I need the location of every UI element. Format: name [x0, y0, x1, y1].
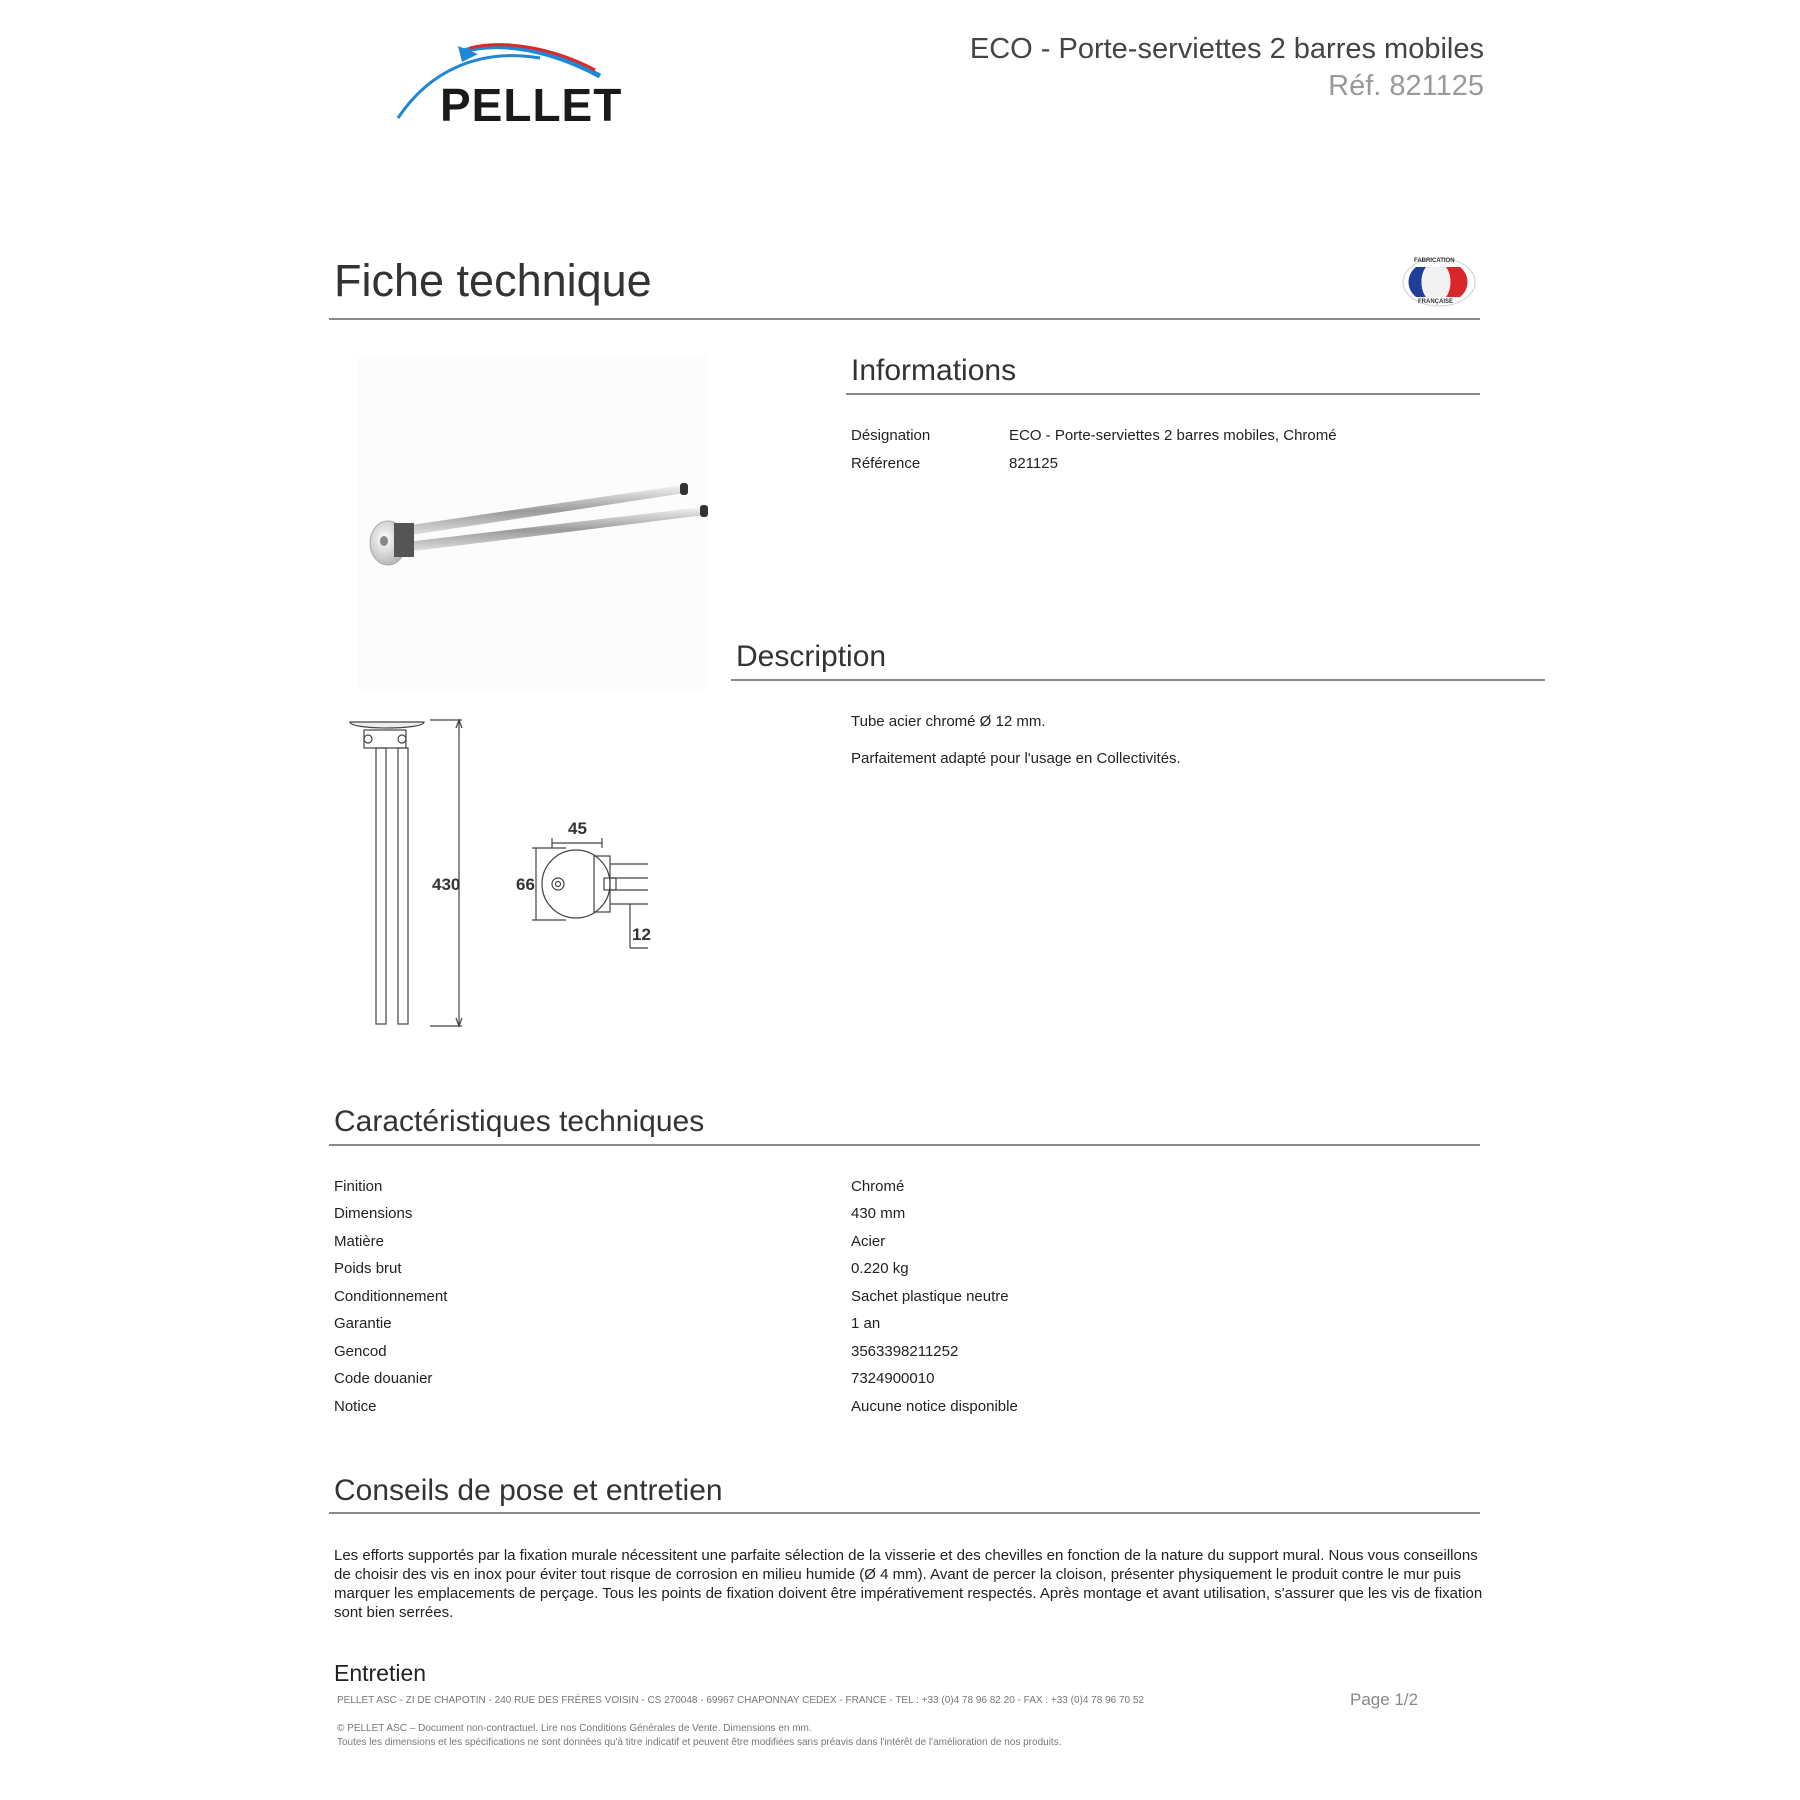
pellet-logo	[390, 40, 640, 130]
description-divider	[731, 679, 1545, 681]
informations-heading: Informations	[851, 354, 1017, 387]
info-value-designation: ECO - Porte-serviettes 2 barres mobiles, Chromé	[1009, 427, 1337, 444]
dimension-66-label: 66	[516, 875, 535, 894]
spec-label: Conditionnement	[334, 1288, 448, 1305]
product-photo	[358, 355, 708, 690]
spec-value: 7324900010	[851, 1370, 935, 1387]
conseils-heading: Conseils de pose et entretien	[334, 1474, 723, 1507]
dimension-430-label: 430	[432, 875, 461, 894]
info-value-reference: 821125	[1009, 455, 1058, 472]
product-reference: Réf. 821125	[1328, 70, 1484, 102]
technical-drawing	[346, 718, 656, 1038]
spec-value: Aucune notice disponible	[851, 1398, 1018, 1415]
spec-value: Sachet plastique neutre	[851, 1288, 1009, 1305]
fabrication-francaise-badge	[1402, 257, 1476, 307]
spec-label: Dimensions	[334, 1205, 413, 1222]
spec-value: Chromé	[851, 1178, 905, 1195]
dimension-drawing-icon	[346, 718, 656, 1038]
dimension-12-label: 12	[632, 925, 651, 944]
conseils-paragraph: Les efforts supportés par la fixation murale nécessitent une parfaite sélection de la visserie et des chevilles en fonction de la nature du support mural. Nous vous conseillons de choisir des vis en inox pour éviter tout risque de corrosion en milieu humide (Ø 4 mm). Avant de percer la cloison, présenter physiquement le produit contre le mur puis marquer les emplacements de perçage. Tous les points de fixation doivent être impérativement respectés. Après montage et avant utilisation, s'assurer que les vis de fixation sont bien serrées.	[334, 1547, 1483, 1621]
badge-text-bottom: FRANÇAISE	[1418, 299, 1454, 305]
towel-rail-photo-icon	[358, 355, 708, 690]
caracteristiques-heading: Caractéristiques techniques	[334, 1105, 705, 1138]
spec-label: Code douanier	[334, 1370, 433, 1387]
product-title: ECO - Porte-serviettes 2 barres mobiles	[969, 33, 1484, 65]
footer-disclaimer: Toutes les dimensions et les spécifications ne sont données qu'à titre indicatif et peuvent être modifiées sans préavis dans l'intérêt de l'amélioration de nos produits.	[337, 1737, 1062, 1748]
spec-value: Acier	[851, 1233, 886, 1250]
dimension-45-label: 45	[568, 819, 587, 838]
description-paragraph: Tube acier chromé Ø 12 mm.	[851, 713, 1046, 730]
page-number: Page 1/2	[1350, 1690, 1419, 1709]
spec-label: Matière	[334, 1233, 385, 1250]
spec-label: Poids brut	[334, 1260, 402, 1277]
conseils-divider	[329, 1512, 1480, 1514]
spec-value: 3563398211252	[851, 1343, 959, 1360]
footer-copyright: © PELLET ASC – Document non-contractuel. Lire nos Conditions Générales de Vente. Dimensions en mm.	[337, 1723, 812, 1734]
spec-label: Garantie	[334, 1315, 392, 1332]
description-paragraph: Parfaitement adapté pour l'usage en Collectivités.	[851, 750, 1181, 767]
spec-label: Finition	[334, 1178, 383, 1195]
brand-name: PELLET	[440, 79, 623, 131]
spec-value: 1 an	[851, 1315, 881, 1332]
info-label-reference: Référence	[851, 455, 921, 472]
spec-value: 430 mm	[851, 1205, 906, 1222]
description-heading: Description	[736, 640, 887, 673]
page-title: Fiche technique	[334, 255, 652, 306]
entretien-heading: Entretien	[334, 1660, 427, 1686]
caracteristiques-divider	[329, 1144, 1480, 1146]
title-divider	[329, 318, 1480, 320]
spec-label: Gencod	[334, 1343, 387, 1360]
footer-address: PELLET ASC - ZI DE CHAPOTIN - 240 RUE DES FRÈRES VOISIN - CS 270048 - 69967 CHAPONNAY CEDEX - FRANCE - TEL : +33 (0)4 78 96 82 20 - FAX : +33 (0)4 78 96 70 52	[337, 1695, 1144, 1706]
informations-divider	[846, 393, 1480, 395]
spec-label: Notice	[334, 1398, 377, 1415]
info-label-designation: Désignation	[851, 427, 931, 444]
badge-text-top: FABRICATION	[1414, 258, 1455, 264]
spec-value: 0.220 kg	[851, 1260, 909, 1277]
